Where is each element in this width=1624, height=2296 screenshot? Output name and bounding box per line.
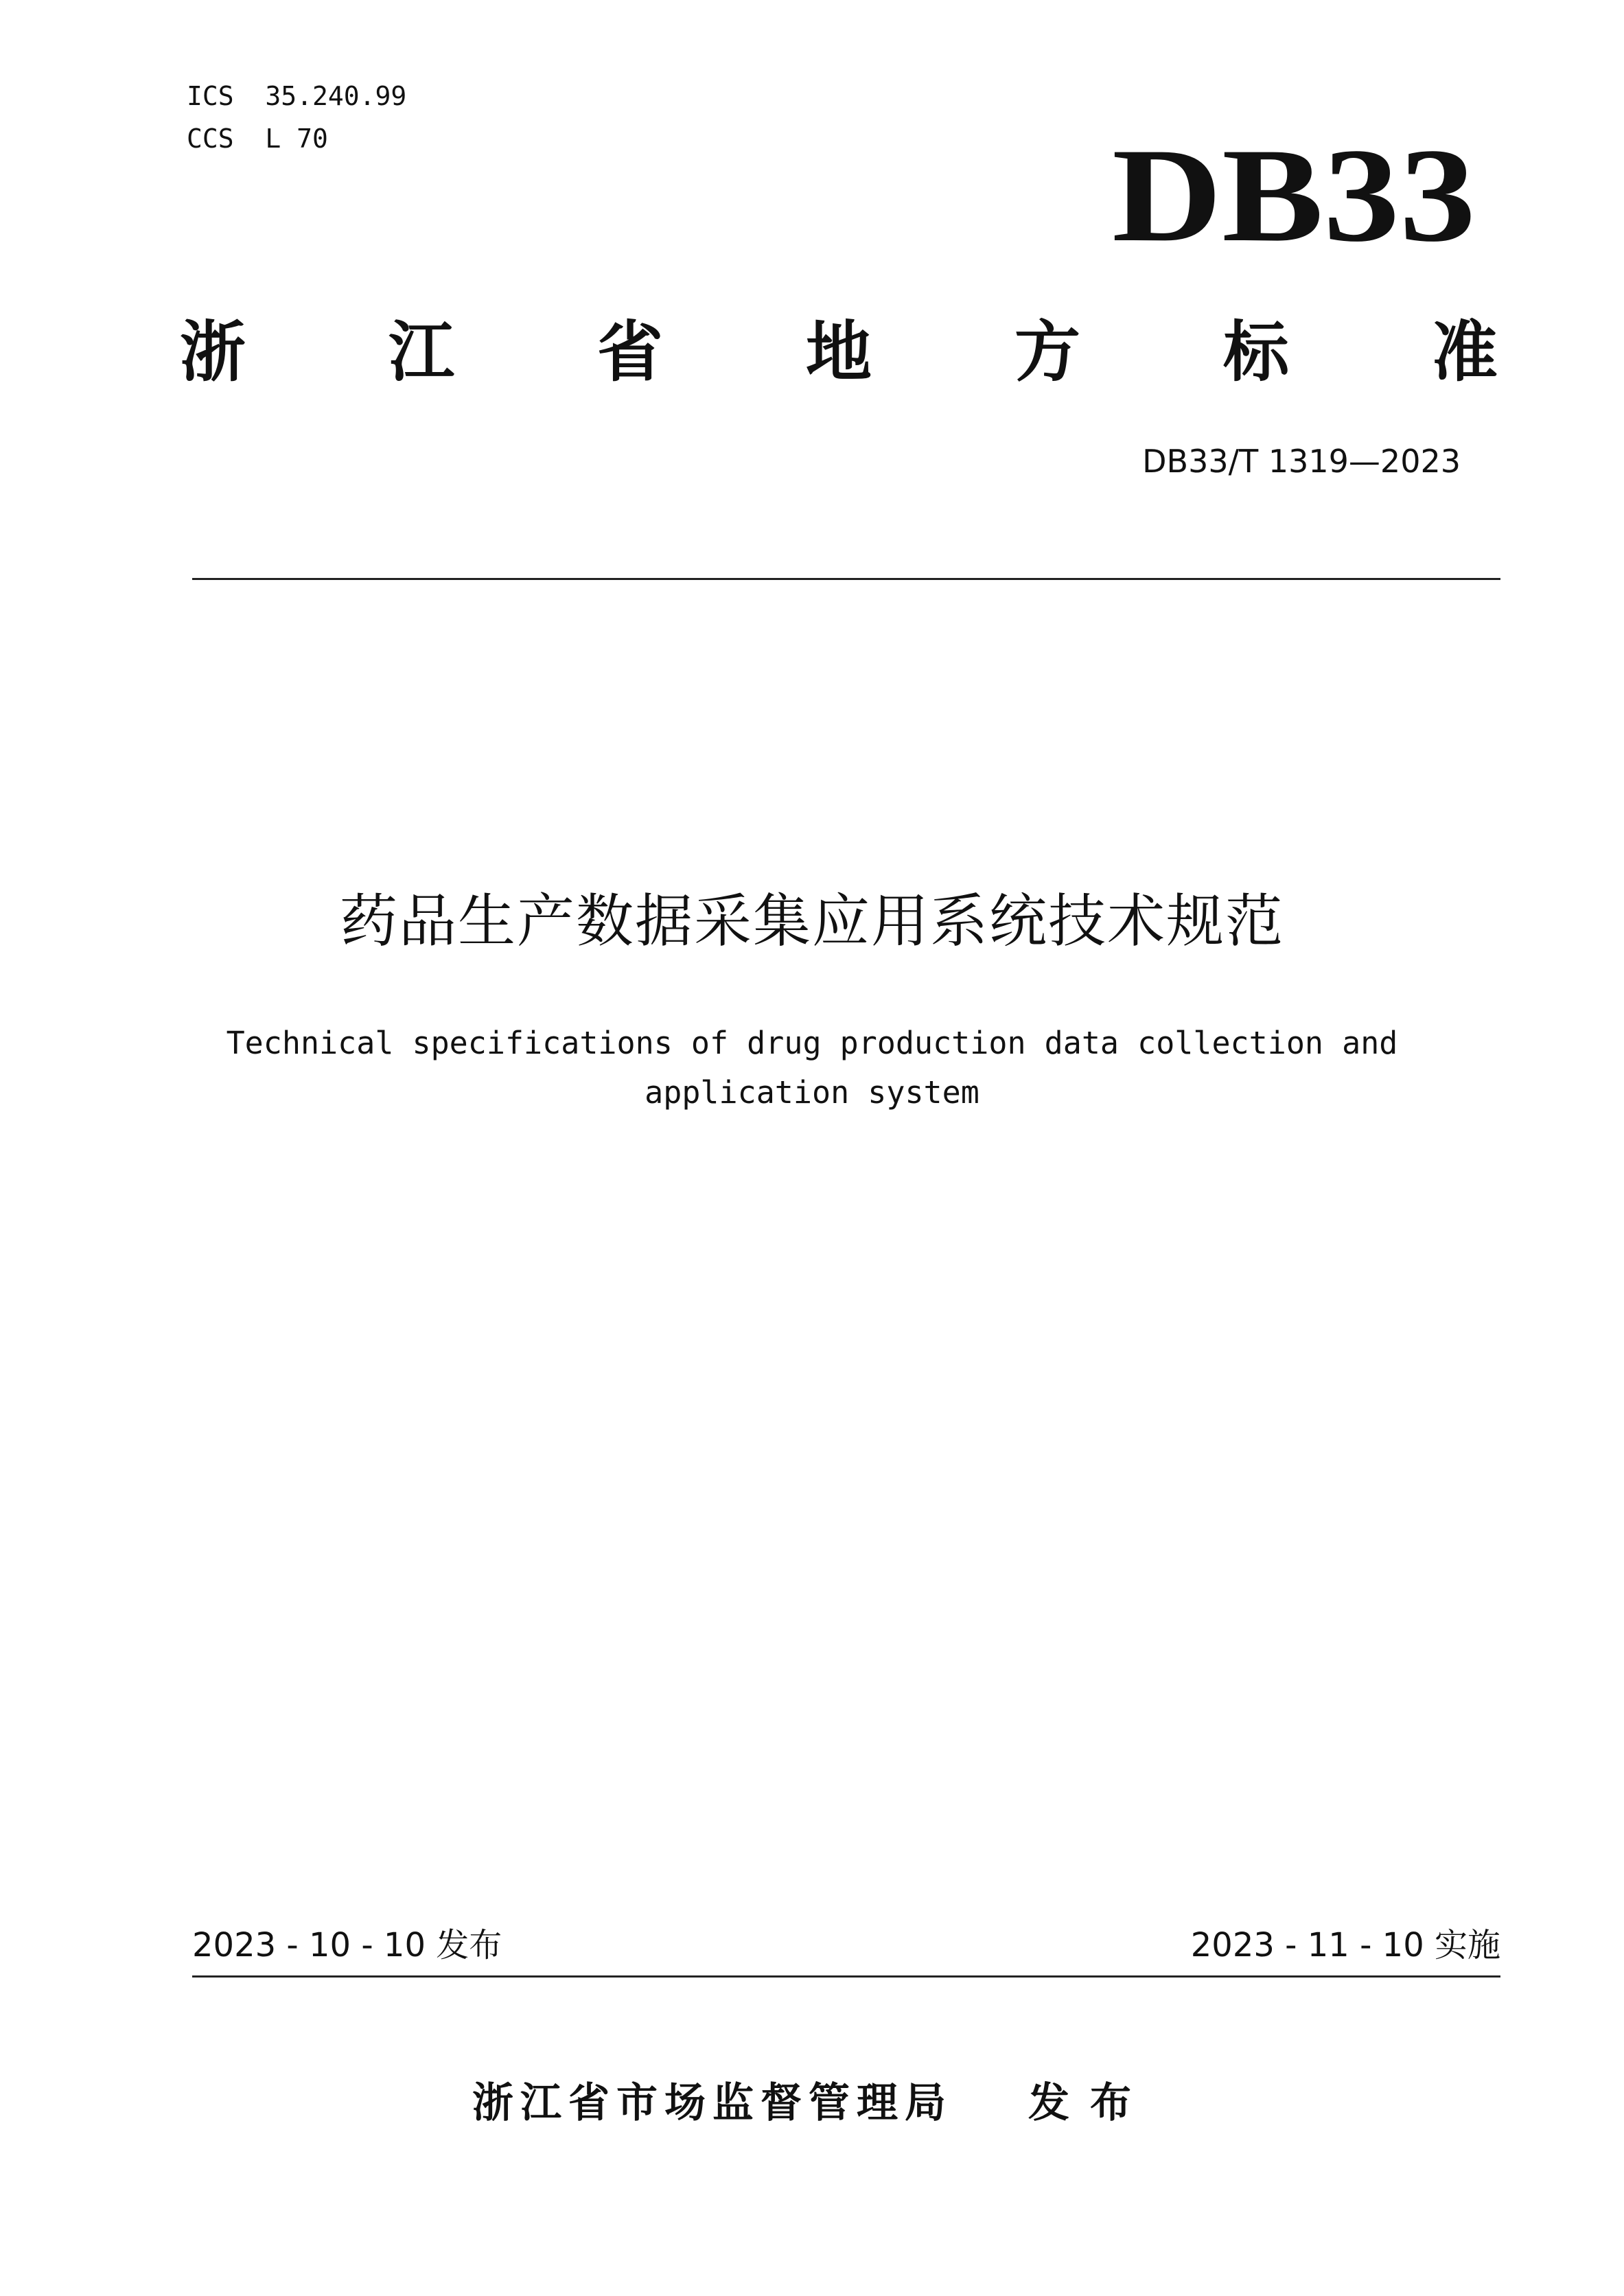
db33-logo-text: DB33 (1112, 137, 1476, 261)
heading-char: 省 (597, 314, 663, 391)
bottom-divider (192, 1975, 1500, 1978)
title-en-line-1: Technical specifications of drug production data collection and (226, 1025, 1398, 1061)
implementation-date: 2023 - 11 - 10 实施 (1190, 1926, 1500, 1964)
title-en-line-2: application system (645, 1074, 979, 1111)
issue-date: 2023 - 10 - 10 发布 (192, 1926, 502, 1964)
standard-type-heading (180, 308, 1498, 397)
heading-char: 标 (1223, 314, 1289, 391)
publisher-action: 发布 (1028, 2079, 1152, 2127)
publisher-name: 浙江省市场监督管理局 (472, 2079, 953, 2127)
ics-code: ICS 35.240.99 (187, 81, 407, 111)
top-divider (192, 578, 1500, 580)
heading-char: 地 (806, 314, 872, 391)
db33-logo (1112, 137, 1483, 261)
ccs-code: CCS L 70 (187, 124, 328, 154)
heading-char: 准 (1432, 314, 1498, 391)
heading-char: 江 (388, 314, 454, 391)
document-title-en (194, 1019, 1430, 1117)
publisher-line (0, 2077, 1624, 2129)
document-title-zh: 药品生产数据采集应用系统技术规范 (339, 888, 1284, 955)
heading-char: 浙 (180, 314, 246, 391)
standard-number: DB33/T 1319—2023 (1142, 443, 1461, 480)
heading-char: 方 (1014, 314, 1080, 391)
